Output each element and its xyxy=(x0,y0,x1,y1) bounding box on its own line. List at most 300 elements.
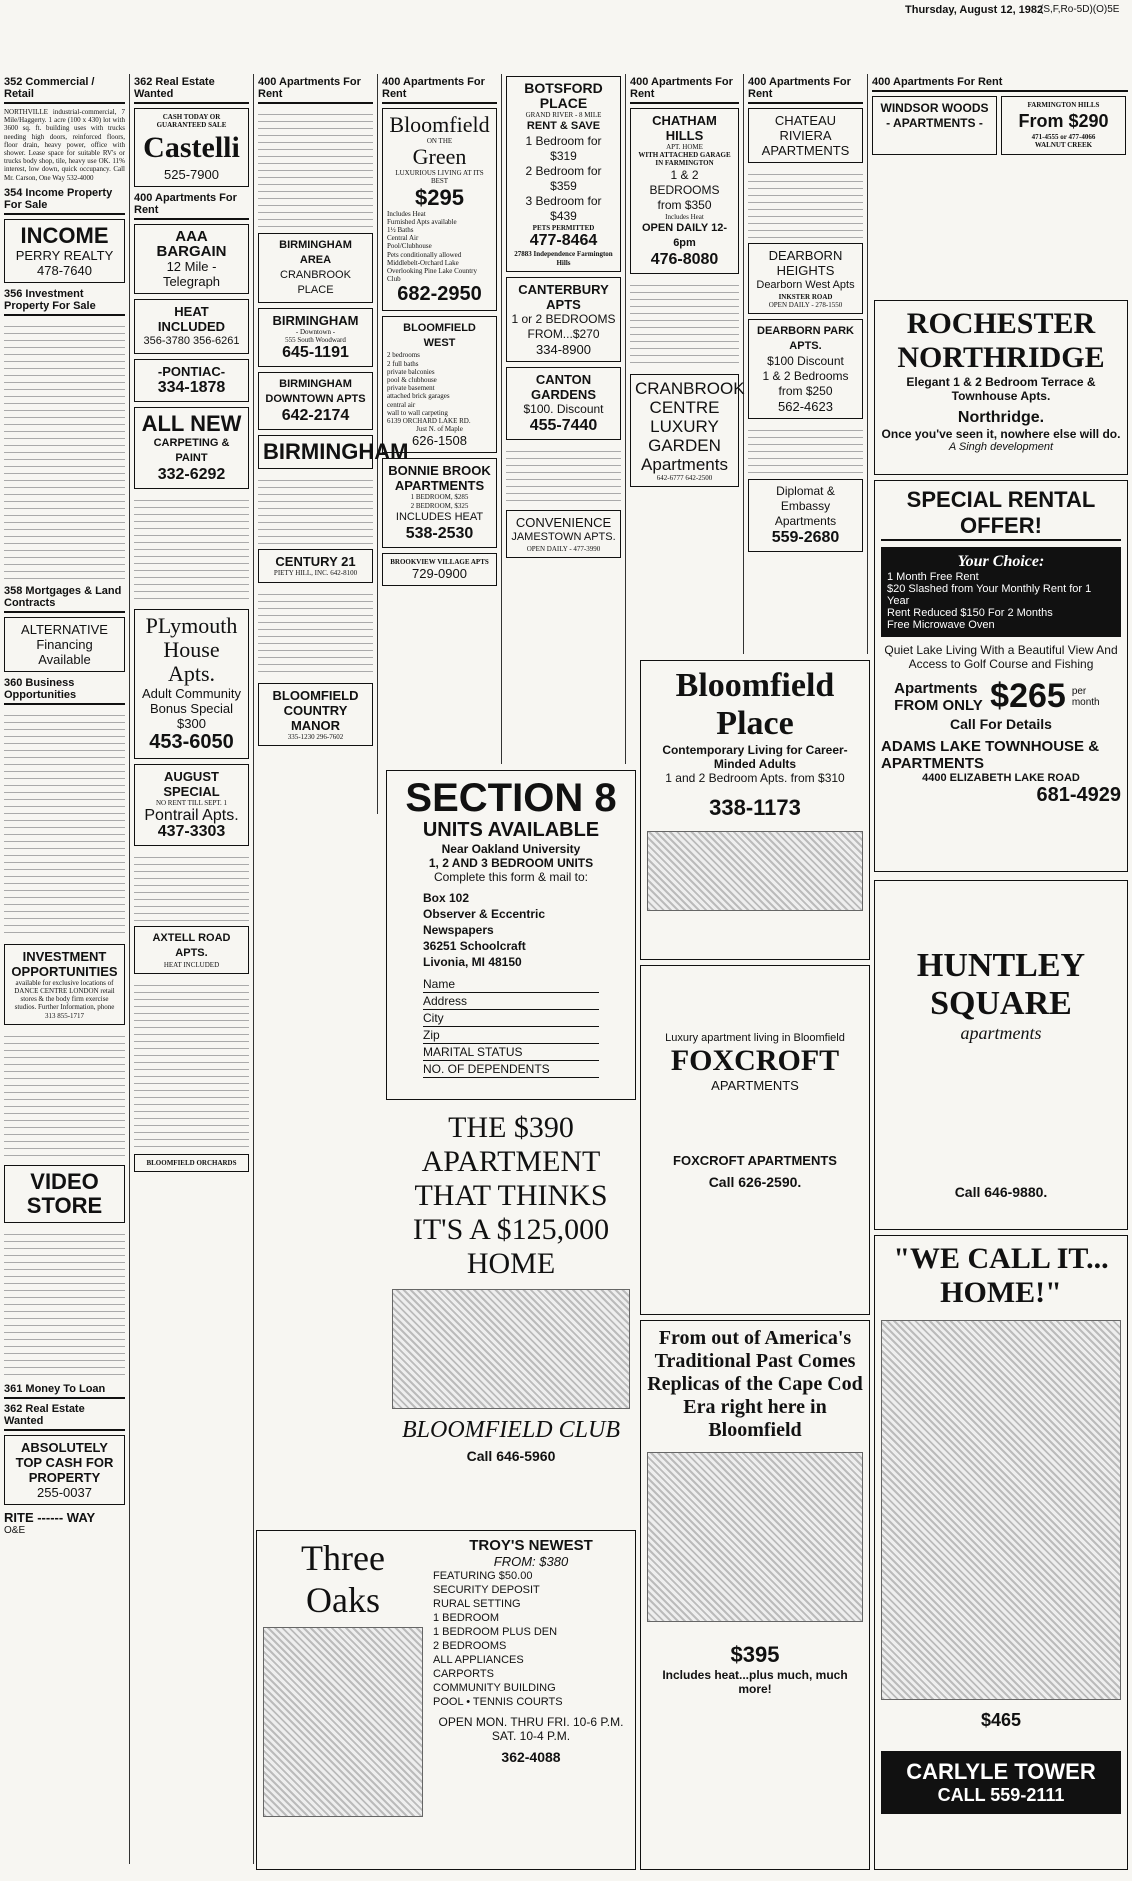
section-heading: 358 Mortgages & Land Contracts xyxy=(4,585,125,613)
bloomfield-green-ad xyxy=(382,108,497,311)
ad-body: available for exclusive locations of DANCE CENTRE LONDON retail stores & the body firm exercise studios. Further Information, phone 313 855-1717 xyxy=(14,978,115,1020)
ad-sub: 1 & 2 BEDROOMS xyxy=(649,167,720,197)
ad-title: CHATHAM HILLS xyxy=(652,113,717,143)
ad-sub: GRAND RIVER - 8 MILE xyxy=(525,111,602,119)
ad-developer: A Singh development xyxy=(948,441,1054,453)
section-heading: 400 Apartments For Rent xyxy=(134,192,249,220)
section-heading: 400 Apartments For Rent xyxy=(748,76,863,104)
ad-sub: LUXURIOUS LIVING AT ITS BEST xyxy=(395,169,484,186)
feature-item: 1 BEDROOM PLUS DEN xyxy=(433,1626,558,1638)
feature-item: 2 BEDROOMS xyxy=(433,1640,507,1652)
ad-sub: Luxury apartment living in Bloomfield xyxy=(665,1032,845,1044)
foxcroft-ad xyxy=(640,965,870,1315)
ad-sub: Contemporary Living for Career-Minded Adults xyxy=(662,743,848,771)
listing-block xyxy=(630,279,739,369)
section-heading: 361 Money To Loan xyxy=(4,1383,125,1399)
feature-item: Middlebelt-Orchard Lake xyxy=(387,258,459,267)
country-manor-ad xyxy=(258,683,373,746)
column-farmington xyxy=(868,74,1132,284)
ad-tagline: CASH TODAY OR GUARANTEED SALE xyxy=(156,113,227,130)
listing-text: NORTHVILLE industrial-commercial, 7 Mile/Haggerty. 1 acre (100 x 430) lot with 3600 sq. ft. building uses with trucks needing high doors, reinforced floors, floor drain, heavy power, office with shower. Lease space for suitable RV's or trucks body shop, tile, heavy use OK. 11% interest, low down, quick occupancy. Call Mr. Carson, One Way 532-4000 xyxy=(4,108,125,182)
price-label: Apartments FROM ONLY xyxy=(894,679,983,714)
feature-item: COMMUNITY BUILDING xyxy=(433,1682,556,1694)
bloomfield-club-ad xyxy=(386,1105,636,1525)
ad-sub: apartments xyxy=(960,1023,1042,1043)
ad-title: SPECIAL RENTAL OFFER! xyxy=(881,487,1121,541)
ad-price: from $350 xyxy=(657,197,712,212)
bonnie-brook-ad xyxy=(382,458,497,547)
ad-sub: 1 or 2 BEDROOMS xyxy=(511,311,616,326)
ad-title: AXTELL ROAD APTS. xyxy=(152,931,231,959)
listing-block xyxy=(748,424,863,474)
ad-sub: RENT & SAVE xyxy=(526,120,601,133)
ad-tagline: Northridge. xyxy=(957,409,1045,426)
ad-title: NORTHRIDGE xyxy=(897,341,1105,374)
ad-title: BIRMINGHAM DOWNTOWN APTS xyxy=(265,378,366,406)
page-header xyxy=(0,0,1132,30)
plymouth-ad xyxy=(134,609,249,759)
ad-title: CRANBROOK CENTRE LUXURY GARDEN Apartments xyxy=(635,378,745,474)
section-heading: 362 Real Estate Wanted xyxy=(4,1403,125,1431)
ad-title: INVESTMENT OPPORTUNITIES xyxy=(11,948,118,979)
alternative-ad xyxy=(4,617,125,672)
ad-phone: PIETY HILL, INC. 642-8100 xyxy=(273,569,358,578)
august-ad xyxy=(134,764,249,845)
ad-address: INKSTER ROAD xyxy=(778,293,833,301)
cranbrook-place-ad xyxy=(258,233,373,303)
feature-item: Includes Heat xyxy=(387,209,426,218)
video-store-ad xyxy=(4,1165,125,1223)
ad-title: -PONTIAC- xyxy=(157,364,226,380)
ad-sub: 1 & 2 Bedrooms xyxy=(762,369,849,384)
feature-item: FEATURING $50.00 xyxy=(433,1570,533,1582)
listing-block xyxy=(4,709,125,939)
ad-title: AAA BARGAIN xyxy=(156,228,227,261)
listing-block xyxy=(258,108,373,228)
ad-sub: WITH ATTACHED GARAGE IN FARMINGTON xyxy=(638,151,731,168)
listing-block xyxy=(134,851,249,921)
form-field: Name xyxy=(423,976,599,993)
form-field: City xyxy=(423,1010,599,1027)
ad-title: BLOOMFIELD CLUB xyxy=(401,1417,620,1443)
listing-block xyxy=(4,1228,125,1378)
feature-item: wall to wall carpeting xyxy=(387,408,448,417)
features-list xyxy=(387,210,492,284)
ad-price: 2 BEDROOM, $325 xyxy=(410,501,469,510)
birmingham-apts-ad xyxy=(258,372,373,430)
listing-block xyxy=(4,320,125,580)
ad-title: BONNIE BROOK APARTMENTS xyxy=(388,463,491,494)
ad-sub: APT. HOME xyxy=(666,143,703,151)
address-line: Box 102 xyxy=(423,891,470,905)
ad-phone: Call 646-9880. xyxy=(954,1184,1048,1200)
ad-sub: UNITS AVAILABLE xyxy=(422,819,600,841)
huntley-square-ad xyxy=(874,880,1128,1230)
cape-cod-ad xyxy=(640,1320,870,1870)
ad-title: HUNTLEY SQUARE xyxy=(916,947,1086,1022)
listing-block xyxy=(258,588,373,678)
tree-sketch xyxy=(263,1627,423,1817)
ad-price: $265 xyxy=(990,677,1066,715)
ad-phone: 682-2950 xyxy=(397,283,482,306)
ad-sub: APARTMENTS xyxy=(711,1078,799,1093)
feature-item: SECURITY DEPOSIT xyxy=(433,1584,540,1596)
ad-sub: PETS PERMITTED xyxy=(532,224,595,233)
birmingham-big-ad xyxy=(258,435,409,469)
section-heading: 400 Apartments For Rent xyxy=(630,76,739,104)
choice-item: $20 Slashed from Your Monthly Rent for 1 Year xyxy=(887,583,1092,607)
price-row xyxy=(881,677,1121,716)
ad-title: BIRMINGHAM xyxy=(263,439,409,465)
ad-title: BLOOMFIELD ORCHARDS xyxy=(146,1158,237,1167)
investment-ad xyxy=(4,944,125,1025)
section-heading: 356 Investment Property For Sale xyxy=(4,288,125,316)
listing-block xyxy=(4,1030,125,1160)
choice-item: 1 Month Free Rent xyxy=(887,571,979,583)
farmington-hills-ad xyxy=(1001,96,1126,155)
ad-phone: 362-4088 xyxy=(501,1749,561,1765)
ad-price: 1 and 2 Bedroom Apts. from $310 xyxy=(665,771,845,785)
ad-title: "WE CALL IT... HOME!" xyxy=(893,1242,1109,1309)
brookview-ad xyxy=(382,553,497,586)
top-right-row xyxy=(872,96,1128,160)
page-date: Thursday, August 12, 1982 xyxy=(905,4,1044,16)
ad-hours: OPEN MON. THRU FRI. 10-6 P.M. SAT. 10-4 P.M. xyxy=(438,1715,624,1743)
ad-price: from $250 xyxy=(778,384,833,399)
ad-price: FROM: $380 xyxy=(493,1554,569,1569)
choice-box xyxy=(881,547,1121,637)
ad-phone: 681-4929 xyxy=(1036,784,1121,806)
ad-title: FOXCROFT xyxy=(670,1044,840,1077)
ad-sub: $100 Discount xyxy=(767,354,844,369)
ad-instructions: Complete this form & mail to: xyxy=(433,870,589,884)
house-sketch xyxy=(647,1452,863,1622)
ad-name: WALNUT CREEK xyxy=(1034,141,1093,150)
ad-price: 2 Bedroom for $359 xyxy=(525,164,602,194)
listing-block xyxy=(134,494,249,604)
special-rental-ad xyxy=(874,480,1128,872)
ad-phone: 642-2174 xyxy=(281,407,350,425)
ad-title: Three Oaks xyxy=(301,1538,385,1620)
ad-phone: 477-8464 xyxy=(529,232,598,250)
form-field: NO. OF DEPENDENTS xyxy=(423,1061,599,1078)
windsor-woods-ad xyxy=(872,96,997,155)
ad-name: Pontrail Apts. xyxy=(144,806,239,824)
tower-sketch xyxy=(881,1320,1121,1700)
ad-title: PLymouth House Apts. xyxy=(145,613,238,687)
ad-name: JAMESTOWN APTS. xyxy=(511,530,616,543)
chatham-hills-ad xyxy=(630,108,739,274)
ad-address: 555 South Woodward xyxy=(285,336,346,345)
dearborn-heights-ad xyxy=(748,243,863,314)
diplomat-ad xyxy=(748,479,863,552)
column-real-estate xyxy=(130,74,254,1864)
ad-title: CONVENIENCE xyxy=(515,514,612,530)
ad-location: Near Oakland University xyxy=(441,842,581,856)
column-chatham xyxy=(626,74,744,654)
ad-cta: Call For Details xyxy=(950,716,1052,732)
feature-item: Overlooking Pine Lake Country Club xyxy=(387,267,478,284)
feature-item: 2 bedrooms xyxy=(387,351,420,360)
ad-sub: Elegant 1 & 2 Bedroom Terrace & Townhouse Apts. xyxy=(906,375,1096,403)
ad-title: INCOME xyxy=(20,222,109,248)
footer-ad: RITE ------ WAY xyxy=(4,1509,96,1525)
ad-phone: 538-2530 xyxy=(405,524,474,542)
ad-sub: Includes Heat xyxy=(665,212,704,221)
listing-block xyxy=(506,445,621,505)
bargain-ad xyxy=(134,224,249,294)
ad-sub: Quiet Lake Living With a Beautiful View And Access to Golf Course and Fishing xyxy=(884,643,1118,671)
bloomfield-place-ad xyxy=(640,660,870,960)
feature-item: pool & clubhouse xyxy=(387,376,437,385)
ad-phone: 559-2680 xyxy=(771,529,840,547)
bloomfield-west-ad xyxy=(382,316,497,453)
feature-item: private basement xyxy=(387,384,435,393)
feature-item: ALL APPLIANCES xyxy=(433,1654,524,1666)
ad-price: 1 BEDROOM, $285 xyxy=(410,493,469,502)
ad-price: FROM...$270 xyxy=(527,326,600,341)
ad-title: FARMINGTON HILLS xyxy=(1027,101,1100,109)
ad-phone: 453-6050 xyxy=(149,731,234,754)
form-field: MARITAL STATUS xyxy=(423,1044,599,1061)
price-unit: per month xyxy=(1071,685,1100,708)
section-heading: 400 Apartments For Rent xyxy=(258,76,373,104)
ad-title: BIRMINGHAM xyxy=(272,313,359,328)
ad-sub: Adult Community xyxy=(142,686,241,702)
ad-title: Bloomfield Place xyxy=(675,667,835,742)
ad-sub: NO RENT TILL SEPT. 1 xyxy=(155,799,228,808)
features-list xyxy=(387,351,492,425)
ad-headline: From out of America's Traditional Past Comes Replicas of the Cape Cod Era right here in Bloomfield xyxy=(647,1327,863,1441)
ad-title: Diplomat & Embassy Apartments xyxy=(774,484,837,529)
ad-phone: CALL 559-2111 xyxy=(937,1785,1065,1805)
ad-units: 1, 2 AND 3 BEDROOM UNITS xyxy=(428,856,594,870)
convenience-ad xyxy=(506,510,621,558)
address-line: 36251 Schoolcraft xyxy=(423,939,526,953)
ad-phone: 471-4555 or 477-4066 xyxy=(1031,133,1096,142)
heat-ad xyxy=(134,299,249,354)
ad-title: BOTSFORD PLACE xyxy=(524,80,603,111)
pontiac-ad xyxy=(134,359,249,402)
ad-price: $295 xyxy=(415,184,464,210)
ad-title: ROCHESTER xyxy=(906,307,1096,340)
three-oaks-layout xyxy=(263,1537,629,1817)
three-oaks-right xyxy=(423,1537,629,1817)
feature-item: private balconies xyxy=(387,367,435,376)
ad-sub: Bonus Special xyxy=(149,701,234,717)
ad-phone: 478-7640 xyxy=(37,262,92,278)
ad-price: $300 xyxy=(177,716,206,732)
section-heading: 354 Income Property For Sale xyxy=(4,187,125,215)
features-list xyxy=(433,1569,629,1709)
ad-title: BIRMINGHAM AREA xyxy=(279,239,352,266)
botsford-ad xyxy=(506,76,621,272)
corner-mark: O&E xyxy=(4,1524,26,1536)
edition-code: (S,F,Ro-5D)(O)5E xyxy=(1040,4,1120,15)
canton-gardens-ad xyxy=(506,367,621,440)
ad-phone: 335-1230 296-7602 xyxy=(287,732,344,741)
ad-phone: 525-7900 xyxy=(164,167,219,183)
birmingham-downtown-ad xyxy=(258,308,373,367)
section-heading: 400 Apartments For Rent xyxy=(382,76,497,104)
feature-item: Pets conditionally allowed xyxy=(387,250,462,259)
ad-sub: Dearborn West Apts xyxy=(756,279,855,291)
ad-phone: 255-0037 xyxy=(37,1484,92,1500)
ad-title: BLOOMFIELD WEST xyxy=(403,322,476,350)
allnew-ad xyxy=(134,407,249,489)
ad-phone: 437-3303 xyxy=(157,822,226,840)
ad-location: 12 Mile - Telegraph xyxy=(162,259,221,290)
ad-price: From $290 xyxy=(1018,111,1109,132)
ad-title: CHATEAU RIVIERA APARTMENTS xyxy=(761,113,850,158)
application-form xyxy=(423,976,599,1078)
ad-hours: OPEN DAILY 12-6pm xyxy=(642,221,727,249)
ad-headline: THE $390 APARTMENT THAT THINKS IT'S A $125,000 HOME xyxy=(412,1111,610,1280)
ad-sub: - Downtown - xyxy=(295,328,336,336)
ad-phone: 332-6292 xyxy=(157,466,226,484)
feature-item: 6139 ORCHARD LAKE RD. xyxy=(387,417,471,426)
ad-name: FOXCROFT APARTMENTS xyxy=(673,1153,837,1168)
carlyle-footer xyxy=(881,1751,1121,1814)
ad-title: DEARBORN PARK APTS. xyxy=(757,325,854,353)
ad-sub: Includes heat...plus much, much more! xyxy=(662,1668,848,1696)
ad-price: $465 xyxy=(980,1710,1022,1730)
ad-phone: 455-7440 xyxy=(529,416,598,434)
ad-phone: Call 646-5960 xyxy=(466,1448,556,1464)
ad-title: BROOKVIEW VILLAGE APTS xyxy=(390,557,489,566)
ad-name: CARLYLE TOWER xyxy=(906,1759,1096,1784)
ad-title: VIDEO STORE xyxy=(26,1168,103,1218)
ad-phone: 476-8080 xyxy=(650,250,719,268)
section-8-ad xyxy=(386,770,636,1100)
ad-phone: 334-8900 xyxy=(536,341,591,357)
ad-address: Just N. of Maple xyxy=(416,425,463,434)
orchards-ad xyxy=(134,1154,249,1172)
ad-phone: OPEN DAILY - 278-1550 xyxy=(768,301,843,310)
century21-ad xyxy=(258,549,373,582)
column-commercial xyxy=(0,74,130,1864)
ad-title: CENTURY 21 xyxy=(275,554,356,570)
feature-item: Furnished Apts available xyxy=(387,217,457,226)
feature-item: Pool/Clubhouse xyxy=(387,242,432,251)
feature-item: Central Air xyxy=(387,234,419,243)
section-heading: 352 Commercial / Retail xyxy=(4,76,125,104)
ad-phone: 562-4623 xyxy=(778,399,833,415)
ad-sub: TROY'S NEWEST xyxy=(469,1537,593,1554)
axtell-ad xyxy=(134,926,249,974)
ad-title: BLOOMFIELD COUNTRY MANOR xyxy=(272,687,359,733)
ad-sub: ON THE xyxy=(426,137,453,145)
ad-title: Green xyxy=(412,144,467,170)
choice-heading: Your Choice: xyxy=(957,553,1045,570)
chateau-riviera-ad xyxy=(748,108,863,163)
ad-phone: 356-3780 356-6261 xyxy=(143,335,240,348)
feature-item: central air xyxy=(387,400,416,409)
ad-price: 1 Bedroom for $319 xyxy=(525,134,602,164)
feature-item: 2 full baths xyxy=(387,359,419,368)
feature-item: POOL • TENNIS COURTS xyxy=(433,1696,563,1708)
ad-title: CANTERBURY APTS xyxy=(518,281,609,312)
three-oaks-ad xyxy=(256,1530,636,1870)
feature-item: attached brick garages xyxy=(387,392,450,401)
ad-title: DEARBORN HEIGHTS xyxy=(768,248,843,278)
ad-phone: OPEN DAILY - 477-3990 xyxy=(526,544,601,553)
ad-tagline: Once you've seen it, nowhere else will do. xyxy=(881,427,1121,441)
income-ad xyxy=(4,219,125,283)
ad-title: AUGUST SPECIAL xyxy=(163,769,220,800)
address-line: Livonia, MI 48150 xyxy=(423,955,522,969)
ad-phone: Call 626-2590. xyxy=(708,1174,802,1190)
feature-item: RURAL SETTING xyxy=(433,1598,521,1610)
section-heading: 400 Apartments For Rent xyxy=(872,76,1128,92)
three-oaks-left xyxy=(263,1537,423,1817)
feature-item: CARPORTS xyxy=(433,1668,494,1680)
listing-block xyxy=(134,979,249,1149)
feature-item: 1½ Baths xyxy=(387,226,414,235)
ad-sub: $100. Discount xyxy=(523,401,604,416)
ad-title: HEAT INCLUDED xyxy=(157,304,226,335)
ad-address: 27883 Independence Farmington Hills xyxy=(514,250,613,267)
ad-price: 3 Bedroom for $439 xyxy=(525,194,602,224)
address-line: Observer & Eccentric Newspapers xyxy=(423,907,546,937)
ad-sub: CARPETING & PAINT xyxy=(153,437,230,465)
ad-title: SECTION 8 xyxy=(405,776,617,820)
castelli-ad xyxy=(134,108,249,187)
feature-item: 1 BEDROOM xyxy=(433,1612,500,1624)
ad-sub: CRANBROOK PLACE xyxy=(280,269,351,296)
carlyle-tower-ad xyxy=(874,1235,1128,1870)
ad-phone: 729-0900 xyxy=(412,566,467,582)
ad-title: WINDSOR WOODS - APARTMENTS - xyxy=(880,101,989,130)
choice-item: Rent Reduced $150 For 2 Months xyxy=(887,607,1053,619)
section-heading: 360 Business Opportunities xyxy=(4,677,125,705)
ad-name: ADAMS LAKE TOWNHOUSE & APARTMENTS xyxy=(881,738,1100,772)
canterbury-ad xyxy=(506,277,621,362)
cranbrook-centre-ad xyxy=(630,374,745,487)
dearborn-park-ad xyxy=(748,319,863,419)
cash-ad xyxy=(4,1435,125,1505)
ad-title: ALL NEW xyxy=(141,411,242,437)
ad-phone: 645-1191 xyxy=(282,344,349,362)
form-field: Address xyxy=(423,993,599,1010)
ad-sub: HEAT INCLUDED xyxy=(163,960,220,969)
column-botsford xyxy=(502,74,626,764)
column-chateau xyxy=(744,74,868,654)
ad-phone: 338-1173 xyxy=(709,795,801,820)
ad-sub: INCLUDES HEAT xyxy=(395,510,484,523)
ad-name: PERRY REALTY xyxy=(15,247,114,263)
rochester-northridge-ad xyxy=(874,300,1128,475)
building-sketch xyxy=(392,1289,630,1409)
listing-block xyxy=(748,168,863,238)
section-heading: 362 Real Estate Wanted xyxy=(134,76,249,104)
ad-title: Bloomfield xyxy=(389,112,490,137)
listing-block xyxy=(258,474,373,544)
column-bloomfield xyxy=(378,74,502,764)
map-sketch xyxy=(647,831,863,911)
ad-title: CANTON GARDENS xyxy=(530,371,596,402)
mail-address xyxy=(423,890,599,970)
ad-phone: 626-1508 xyxy=(412,433,467,449)
ad-phone: 334-1878 xyxy=(157,379,226,397)
ad-title: ALTERNATIVE Financing Available xyxy=(21,621,108,667)
choice-item: Free Microwave Oven xyxy=(887,619,995,631)
ad-price: $395 xyxy=(730,1642,780,1667)
ad-phone: 642-6777 642-2500 xyxy=(656,473,713,482)
ad-address: 4400 ELIZABETH LAKE ROAD xyxy=(922,772,1080,784)
ad-title: Castelli xyxy=(143,131,240,165)
form-field: Zip xyxy=(423,1027,599,1044)
